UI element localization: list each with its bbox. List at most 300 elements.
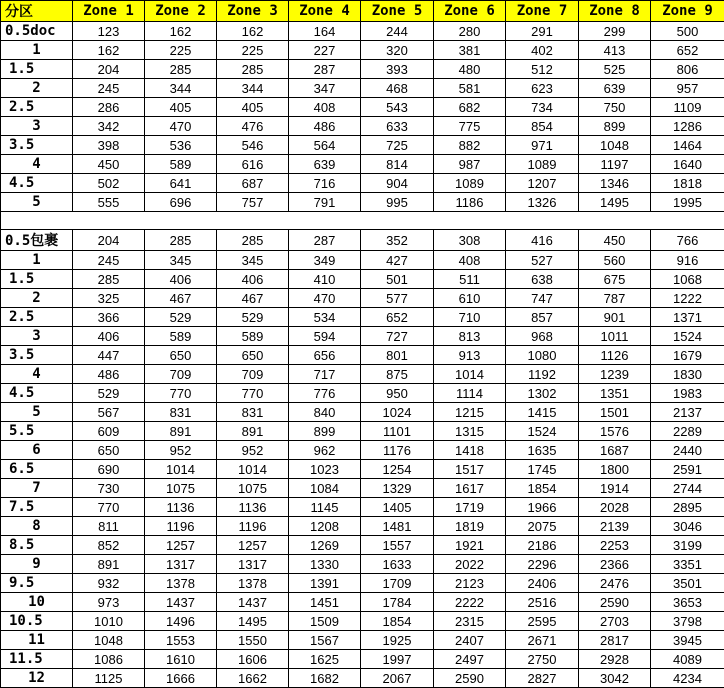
price-cell: 476 <box>217 117 289 136</box>
price-cell: 245 <box>73 251 145 270</box>
price-cell: 2366 <box>579 555 651 574</box>
weight-cell: 9.5 <box>1 574 73 593</box>
price-cell: 987 <box>434 155 506 174</box>
price-cell: 1679 <box>651 346 724 365</box>
price-cell: 891 <box>217 422 289 441</box>
table-row <box>1 441 724 460</box>
price-cell: 1995 <box>651 193 724 212</box>
price-cell: 776 <box>289 384 361 403</box>
price-cell: 1818 <box>651 174 724 193</box>
price-cell: 1192 <box>506 365 579 384</box>
price-cell: 546 <box>217 136 289 155</box>
price-cell: 801 <box>361 346 434 365</box>
table-row <box>1 650 724 669</box>
price-cell: 913 <box>434 346 506 365</box>
price-cell: 204 <box>73 60 145 79</box>
price-cell: 4089 <box>651 650 724 669</box>
table-row <box>1 174 724 193</box>
price-cell: 1625 <box>289 650 361 669</box>
price-cell: 1553 <box>145 631 217 650</box>
price-cell: 1197 <box>579 155 651 174</box>
price-cell: 1351 <box>579 384 651 403</box>
price-cell: 1126 <box>579 346 651 365</box>
price-cell: 1617 <box>434 479 506 498</box>
price-cell: 589 <box>145 327 217 346</box>
price-cell: 1023 <box>289 460 361 479</box>
price-cell: 501 <box>361 270 434 289</box>
price-cell: 609 <box>73 422 145 441</box>
price-cell: 633 <box>361 117 434 136</box>
price-cell: 840 <box>289 403 361 422</box>
price-cell: 1269 <box>289 536 361 555</box>
price-cell: 405 <box>145 98 217 117</box>
price-cell: 1084 <box>289 479 361 498</box>
price-cell: 2516 <box>506 593 579 612</box>
weight-cell: 1.5 <box>1 60 73 79</box>
weight-cell: 1.5 <box>1 270 73 289</box>
price-cell: 2744 <box>651 479 724 498</box>
price-cell: 1784 <box>361 593 434 612</box>
price-cell: 709 <box>145 365 217 384</box>
price-cell: 2476 <box>579 574 651 593</box>
price-cell: 345 <box>145 251 217 270</box>
price-cell: 560 <box>579 251 651 270</box>
price-cell: 901 <box>579 308 651 327</box>
weight-cell: 3.5 <box>1 136 73 155</box>
zone-header: Zone 8 <box>579 1 651 22</box>
table-row <box>1 346 724 365</box>
price-cell: 1378 <box>217 574 289 593</box>
weight-cell: 8.5 <box>1 536 73 555</box>
zone-header: Zone 1 <box>73 1 145 22</box>
price-cell: 831 <box>145 403 217 422</box>
price-cell: 555 <box>73 193 145 212</box>
price-cell: 995 <box>361 193 434 212</box>
price-cell: 1567 <box>289 631 361 650</box>
price-cell: 408 <box>289 98 361 117</box>
zone-header: Zone 4 <box>289 1 361 22</box>
zone-header: Zone 5 <box>361 1 434 22</box>
price-cell: 875 <box>361 365 434 384</box>
price-cell: 1800 <box>579 460 651 479</box>
price-cell: 638 <box>506 270 579 289</box>
weight-cell: 6 <box>1 441 73 460</box>
price-cell: 1207 <box>506 174 579 193</box>
price-cell: 2315 <box>434 612 506 631</box>
table-row <box>1 479 724 498</box>
price-cell: 410 <box>289 270 361 289</box>
price-cell: 2406 <box>506 574 579 593</box>
price-cell: 1075 <box>217 479 289 498</box>
price-cell: 406 <box>73 327 145 346</box>
price-cell: 408 <box>434 251 506 270</box>
price-cell: 1495 <box>579 193 651 212</box>
price-cell: 2022 <box>434 555 506 574</box>
price-cell: 811 <box>73 517 145 536</box>
table-row <box>1 403 724 422</box>
price-cell: 709 <box>217 365 289 384</box>
price-cell: 502 <box>73 174 145 193</box>
price-cell: 952 <box>145 441 217 460</box>
zone-header: Zone 2 <box>145 1 217 22</box>
price-cell: 3199 <box>651 536 724 555</box>
price-cell: 1014 <box>434 365 506 384</box>
price-cell: 285 <box>217 230 289 251</box>
doc-section <box>1 22 724 212</box>
price-cell: 225 <box>145 41 217 60</box>
price-cell: 2253 <box>579 536 651 555</box>
price-cell: 1186 <box>434 193 506 212</box>
price-cell: 652 <box>651 41 724 60</box>
price-cell: 1089 <box>506 155 579 174</box>
price-cell: 349 <box>289 251 361 270</box>
price-cell: 344 <box>217 79 289 98</box>
price-cell: 1196 <box>145 517 217 536</box>
price-cell: 2075 <box>506 517 579 536</box>
table-row <box>1 270 724 289</box>
weight-cell: 7 <box>1 479 73 498</box>
price-cell: 710 <box>434 308 506 327</box>
price-cell: 1109 <box>651 98 724 117</box>
price-cell: 1378 <box>145 574 217 593</box>
price-cell: 916 <box>651 251 724 270</box>
table-row <box>1 289 724 308</box>
price-cell: 652 <box>361 308 434 327</box>
price-cell: 1302 <box>506 384 579 403</box>
price-cell: 1415 <box>506 403 579 422</box>
price-cell: 1014 <box>145 460 217 479</box>
price-cell: 1682 <box>289 669 361 688</box>
table-row <box>1 251 724 270</box>
zone-header: Zone 3 <box>217 1 289 22</box>
table-row <box>1 136 724 155</box>
weight-cell: 1 <box>1 251 73 270</box>
price-cell: 543 <box>361 98 434 117</box>
price-cell: 287 <box>289 230 361 251</box>
price-cell: 1176 <box>361 441 434 460</box>
price-cell: 291 <box>506 22 579 41</box>
price-cell: 1640 <box>651 155 724 174</box>
price-cell: 1405 <box>361 498 434 517</box>
price-cell: 286 <box>73 98 145 117</box>
price-cell: 770 <box>73 498 145 517</box>
weight-cell: 12 <box>1 669 73 688</box>
price-cell: 2296 <box>506 555 579 574</box>
price-cell: 1719 <box>434 498 506 517</box>
weight-cell: 5 <box>1 193 73 212</box>
price-cell: 581 <box>434 79 506 98</box>
price-cell: 1524 <box>506 422 579 441</box>
price-cell: 450 <box>73 155 145 174</box>
price-cell: 2750 <box>506 650 579 669</box>
table-row <box>1 308 724 327</box>
price-cell: 757 <box>217 193 289 212</box>
weight-cell: 11 <box>1 631 73 650</box>
price-cell: 405 <box>217 98 289 117</box>
weight-cell: 2.5 <box>1 308 73 327</box>
price-cell: 486 <box>73 365 145 384</box>
price-cell: 227 <box>289 41 361 60</box>
price-cell: 1983 <box>651 384 724 403</box>
price-cell: 1633 <box>361 555 434 574</box>
price-cell: 1745 <box>506 460 579 479</box>
price-cell: 162 <box>73 41 145 60</box>
price-cell: 650 <box>73 441 145 460</box>
price-cell: 1550 <box>217 631 289 650</box>
price-cell: 1330 <box>289 555 361 574</box>
price-cell: 831 <box>217 403 289 422</box>
price-cell: 750 <box>579 98 651 117</box>
table-row <box>1 327 724 346</box>
table-row <box>1 22 724 41</box>
price-cell: 1024 <box>361 403 434 422</box>
price-cell: 512 <box>506 60 579 79</box>
price-cell: 589 <box>217 327 289 346</box>
price-cell: 164 <box>289 22 361 41</box>
table-row <box>1 60 724 79</box>
price-cell: 1196 <box>217 517 289 536</box>
price-cell: 2137 <box>651 403 724 422</box>
price-cell: 1208 <box>289 517 361 536</box>
price-cell: 1011 <box>579 327 651 346</box>
price-cell: 204 <box>73 230 145 251</box>
table-row <box>1 230 724 251</box>
table-row <box>1 365 724 384</box>
price-cell: 467 <box>145 289 217 308</box>
price-cell: 675 <box>579 270 651 289</box>
price-cell: 381 <box>434 41 506 60</box>
price-cell: 2289 <box>651 422 724 441</box>
price-cell: 511 <box>434 270 506 289</box>
price-cell: 1496 <box>145 612 217 631</box>
price-cell: 2407 <box>434 631 506 650</box>
price-cell: 1371 <box>651 308 724 327</box>
price-cell: 1136 <box>217 498 289 517</box>
table-row <box>1 517 724 536</box>
price-cell: 3798 <box>651 612 724 631</box>
price-cell: 486 <box>289 117 361 136</box>
price-cell: 1635 <box>506 441 579 460</box>
price-cell: 932 <box>73 574 145 593</box>
price-cell: 3046 <box>651 517 724 536</box>
price-cell: 162 <box>217 22 289 41</box>
table-row <box>1 117 724 136</box>
price-cell: 2186 <box>506 536 579 555</box>
table-row <box>1 460 724 479</box>
weight-cell: 6.5 <box>1 460 73 479</box>
table-row <box>1 422 724 441</box>
price-cell: 747 <box>506 289 579 308</box>
price-cell: 529 <box>217 308 289 327</box>
weight-cell: 5.5 <box>1 422 73 441</box>
price-cell: 656 <box>289 346 361 365</box>
price-cell: 480 <box>434 60 506 79</box>
price-cell: 527 <box>506 251 579 270</box>
price-cell: 1606 <box>217 650 289 669</box>
table-row <box>1 155 724 174</box>
weight-cell: 4 <box>1 365 73 384</box>
price-cell: 1501 <box>579 403 651 422</box>
table-row <box>1 498 724 517</box>
price-cell: 567 <box>73 403 145 422</box>
price-cell: 727 <box>361 327 434 346</box>
weight-cell: 10 <box>1 593 73 612</box>
table-row <box>1 555 724 574</box>
price-cell: 882 <box>434 136 506 155</box>
price-cell: 1315 <box>434 422 506 441</box>
price-cell: 285 <box>73 270 145 289</box>
weight-cell: 0.5包裹 <box>1 230 73 251</box>
price-cell: 2067 <box>361 669 434 688</box>
price-cell: 2895 <box>651 498 724 517</box>
price-cell: 857 <box>506 308 579 327</box>
price-cell: 610 <box>434 289 506 308</box>
price-cell: 1925 <box>361 631 434 650</box>
price-cell: 4234 <box>651 669 724 688</box>
price-cell: 806 <box>651 60 724 79</box>
price-cell: 280 <box>434 22 506 41</box>
price-cell: 1966 <box>506 498 579 517</box>
price-cell: 402 <box>506 41 579 60</box>
price-cell: 529 <box>73 384 145 403</box>
price-cell: 725 <box>361 136 434 155</box>
price-cell: 325 <box>73 289 145 308</box>
weight-cell: 10.5 <box>1 612 73 631</box>
price-cell: 616 <box>217 155 289 174</box>
table-row <box>1 98 724 117</box>
price-cell: 398 <box>73 136 145 155</box>
price-cell: 427 <box>361 251 434 270</box>
price-cell: 1101 <box>361 422 434 441</box>
table-row <box>1 536 724 555</box>
price-cell: 245 <box>73 79 145 98</box>
price-cell: 3945 <box>651 631 724 650</box>
price-cell: 352 <box>361 230 434 251</box>
table-row <box>1 41 724 60</box>
price-cell: 1329 <box>361 479 434 498</box>
price-cell: 1215 <box>434 403 506 422</box>
price-cell: 413 <box>579 41 651 60</box>
price-cell: 1921 <box>434 536 506 555</box>
price-cell: 2497 <box>434 650 506 669</box>
zone-header: Zone 7 <box>506 1 579 22</box>
price-cell: 529 <box>145 308 217 327</box>
price-cell: 639 <box>289 155 361 174</box>
price-cell: 1145 <box>289 498 361 517</box>
price-cell: 1086 <box>73 650 145 669</box>
price-cell: 1610 <box>145 650 217 669</box>
price-cell: 2928 <box>579 650 651 669</box>
price-cell: 1495 <box>217 612 289 631</box>
price-cell: 1391 <box>289 574 361 593</box>
header-row <box>1 1 724 22</box>
price-cell: 1257 <box>217 536 289 555</box>
price-cell: 2827 <box>506 669 579 688</box>
price-cell: 1317 <box>145 555 217 574</box>
weight-cell: 2.5 <box>1 98 73 117</box>
zone-header: Zone 9 <box>651 1 724 22</box>
price-cell: 1854 <box>506 479 579 498</box>
price-cell: 534 <box>289 308 361 327</box>
price-cell: 696 <box>145 193 217 212</box>
price-cell: 2139 <box>579 517 651 536</box>
table-row <box>1 574 724 593</box>
zone-label-header: 分区 <box>1 1 73 22</box>
price-cell: 1346 <box>579 174 651 193</box>
price-cell: 814 <box>361 155 434 174</box>
weight-cell: 7.5 <box>1 498 73 517</box>
price-cell: 2222 <box>434 593 506 612</box>
price-cell: 2590 <box>434 669 506 688</box>
table-row <box>1 593 724 612</box>
price-cell: 717 <box>289 365 361 384</box>
price-cell: 1254 <box>361 460 434 479</box>
zone-header: Zone 6 <box>434 1 506 22</box>
price-cell: 973 <box>73 593 145 612</box>
weight-cell: 2 <box>1 79 73 98</box>
price-cell: 641 <box>145 174 217 193</box>
price-cell: 1997 <box>361 650 434 669</box>
price-cell: 813 <box>434 327 506 346</box>
price-cell: 299 <box>579 22 651 41</box>
price-cell: 852 <box>73 536 145 555</box>
weight-cell: 4.5 <box>1 174 73 193</box>
price-cell: 468 <box>361 79 434 98</box>
table-row <box>1 193 724 212</box>
price-cell: 2440 <box>651 441 724 460</box>
price-cell: 639 <box>579 79 651 98</box>
price-cell: 416 <box>506 230 579 251</box>
price-cell: 716 <box>289 174 361 193</box>
parcel-section <box>1 230 724 688</box>
price-cell: 1509 <box>289 612 361 631</box>
price-cell: 3653 <box>651 593 724 612</box>
price-cell: 904 <box>361 174 434 193</box>
price-cell: 1576 <box>579 422 651 441</box>
price-cell: 1114 <box>434 384 506 403</box>
price-cell: 320 <box>361 41 434 60</box>
price-cell: 1819 <box>434 517 506 536</box>
price-cell: 2028 <box>579 498 651 517</box>
price-cell: 957 <box>651 79 724 98</box>
table-row <box>1 384 724 403</box>
weight-cell: 9 <box>1 555 73 574</box>
price-cell: 787 <box>579 289 651 308</box>
price-cell: 3042 <box>579 669 651 688</box>
price-cell: 450 <box>579 230 651 251</box>
price-cell: 952 <box>217 441 289 460</box>
price-cell: 2595 <box>506 612 579 631</box>
price-cell: 1089 <box>434 174 506 193</box>
price-cell: 347 <box>289 79 361 98</box>
price-cell: 2671 <box>506 631 579 650</box>
price-cell: 285 <box>145 60 217 79</box>
weight-cell: 5 <box>1 403 73 422</box>
price-cell: 1418 <box>434 441 506 460</box>
price-cell: 366 <box>73 308 145 327</box>
price-cell: 225 <box>217 41 289 60</box>
price-cell: 162 <box>145 22 217 41</box>
price-cell: 1075 <box>145 479 217 498</box>
price-cell: 345 <box>217 251 289 270</box>
price-cell: 1437 <box>145 593 217 612</box>
price-cell: 564 <box>289 136 361 155</box>
price-cell: 287 <box>289 60 361 79</box>
price-cell: 1048 <box>579 136 651 155</box>
price-cell: 577 <box>361 289 434 308</box>
price-cell: 285 <box>217 60 289 79</box>
price-cell: 2817 <box>579 631 651 650</box>
